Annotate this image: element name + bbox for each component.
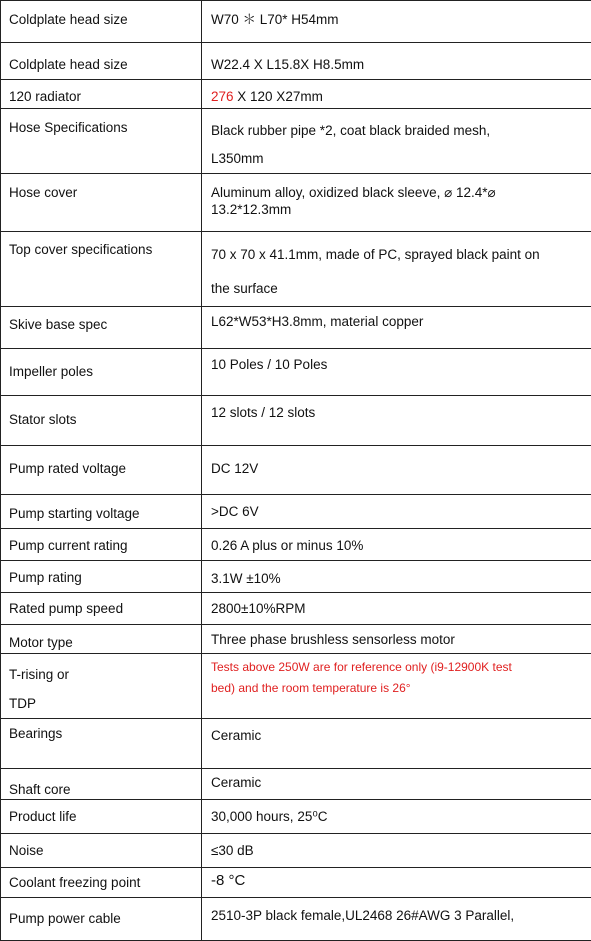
- spec-value: [202, 561, 591, 593]
- spec-label: [1, 80, 202, 109]
- spec-label: [1, 898, 202, 941]
- spec-label: [1, 800, 202, 834]
- spec-label: [1, 232, 202, 307]
- spec-label: [1, 109, 202, 174]
- value-text: Ceramic: [211, 728, 261, 743]
- label-text: Pump current rating: [9, 538, 128, 553]
- spec-value: [202, 898, 591, 941]
- label-text: Pump rated voltage: [9, 461, 126, 476]
- table-row: [1, 593, 591, 625]
- spec-value: [202, 719, 591, 769]
- value-text: W70 ＊ L70* H54mm: [211, 12, 339, 27]
- label-text: Rated pump speed: [9, 601, 123, 616]
- label-text: TDP: [9, 696, 36, 711]
- label-text: Top cover specifications: [9, 242, 152, 257]
- spec-value: [202, 307, 591, 349]
- table-row: [1, 495, 591, 529]
- value-text: -8 °C: [211, 872, 245, 889]
- label-text: T-rising or: [9, 667, 69, 682]
- label-text: Hose Specifications: [9, 120, 128, 135]
- table-row: [1, 654, 591, 719]
- spec-label: [1, 529, 202, 561]
- label-text: Skive base spec: [9, 317, 107, 332]
- spec-label: [1, 868, 202, 898]
- table-row: [1, 834, 591, 868]
- table-row: [1, 625, 591, 654]
- spec-value: [202, 529, 591, 561]
- label-text: Stator slots: [9, 412, 77, 427]
- spec-value: [202, 232, 591, 307]
- spec-value: [202, 174, 591, 232]
- spec-label: [1, 43, 202, 80]
- value-text: 10 Poles / 10 Poles: [211, 357, 327, 372]
- value-text: ≤30 dB: [211, 843, 254, 858]
- table-row: [1, 109, 591, 174]
- spec-label: [1, 769, 202, 800]
- label-text: Pump starting voltage: [9, 506, 140, 521]
- value-text: 2800±10%RPM: [211, 601, 305, 616]
- value-text: >DC 6V: [211, 504, 259, 519]
- spec-value: [202, 80, 591, 109]
- value-text: W22.4 X L15.8X H8.5mm: [211, 57, 364, 72]
- value-text: L350mm: [211, 151, 264, 166]
- label-text: Hose cover: [9, 185, 77, 200]
- spec-label: [1, 446, 202, 495]
- table-row: [1, 396, 591, 446]
- label-text: Noise: [9, 843, 44, 858]
- spec-label: [1, 593, 202, 625]
- table-row: [1, 769, 591, 800]
- value-text: 30,000 hours, 25⁰C: [211, 809, 328, 824]
- label-text: Impeller poles: [9, 364, 93, 379]
- spec-value: [202, 800, 591, 834]
- spec-value: [202, 593, 591, 625]
- label-text: Pump rating: [9, 570, 82, 585]
- spec-label: [1, 625, 202, 654]
- value-text: 13.2*12.3mm: [211, 202, 291, 217]
- spec-value: [202, 654, 591, 719]
- spec-label: [1, 719, 202, 769]
- spec-label: [1, 396, 202, 446]
- spec-label: [1, 349, 202, 396]
- value-text: Three phase brushless sensorless motor: [211, 632, 455, 647]
- label-text: Bearings: [9, 726, 62, 741]
- table-row: [1, 719, 591, 769]
- value-text: DC 12V: [211, 461, 258, 476]
- spec-value: [202, 396, 591, 446]
- value-text: Black rubber pipe *2, coat black braided mesh,: [211, 123, 490, 138]
- value-text: the surface: [211, 281, 278, 296]
- spec-label: [1, 561, 202, 593]
- spec-label: [1, 834, 202, 868]
- table-row: [1, 561, 591, 593]
- spec-value: [202, 625, 591, 654]
- table-row: [1, 349, 591, 396]
- label-text: Motor type: [9, 635, 73, 650]
- label-text: Coldplate head size: [9, 12, 128, 27]
- label-text: Pump power cable: [9, 911, 121, 926]
- value-note-red: Tests above 250W are for reference only (i9-12900K test: [211, 660, 512, 674]
- spec-value: [202, 43, 591, 80]
- value-text: 2510-3P black female,UL2468 26#AWG 3 Parallel,: [211, 908, 514, 923]
- table-row: [1, 529, 591, 561]
- spec-value: [202, 109, 591, 174]
- table-row: [1, 868, 591, 898]
- value-text: 70 x 70 x 41.1mm, made of PC, sprayed black paint on: [211, 247, 540, 262]
- table-row: [1, 43, 591, 80]
- table-row: [1, 1, 591, 43]
- spec-value: [202, 769, 591, 800]
- label-text: Shaft core: [9, 782, 71, 797]
- value-text: 0.26 A plus or minus 10%: [211, 538, 363, 553]
- spec-label: [1, 307, 202, 349]
- value-text: 12 slots / 12 slots: [211, 405, 315, 420]
- table-row: [1, 174, 591, 232]
- spec-value: [202, 495, 591, 529]
- label-text: Product life: [9, 809, 77, 824]
- spec-label: [1, 654, 202, 719]
- spec-label: [1, 174, 202, 232]
- spec-label: [1, 1, 202, 43]
- value-note-red: bed) and the room temperature is 26°: [211, 681, 411, 695]
- table-row: [1, 800, 591, 834]
- spec-value: [202, 868, 591, 898]
- value-text: L62*W53*H3.8mm, material copper: [211, 314, 423, 329]
- label-text: Coolant freezing point: [9, 875, 140, 890]
- label-text: Coldplate head size: [9, 57, 128, 72]
- radiator-length-highlight: 276: [211, 89, 234, 104]
- spec-value: [202, 446, 591, 495]
- spec-value: [202, 349, 591, 396]
- value-text: Ceramic: [211, 775, 261, 790]
- table-row: [1, 898, 591, 941]
- spec-value: [202, 1, 591, 43]
- label-text: 120 radiator: [9, 89, 81, 104]
- table-row: [1, 446, 591, 495]
- table-row: [1, 80, 591, 109]
- value-text: Aluminum alloy, oxidized black sleeve, ⌀ 12.4*⌀: [211, 185, 496, 200]
- spec-label: [1, 495, 202, 529]
- table-row: [1, 232, 591, 307]
- spec-value: [202, 834, 591, 868]
- value-text: 3.1W ±10%: [211, 571, 281, 586]
- table-row: [1, 307, 591, 349]
- value-text: X 120 X27mm: [234, 89, 323, 104]
